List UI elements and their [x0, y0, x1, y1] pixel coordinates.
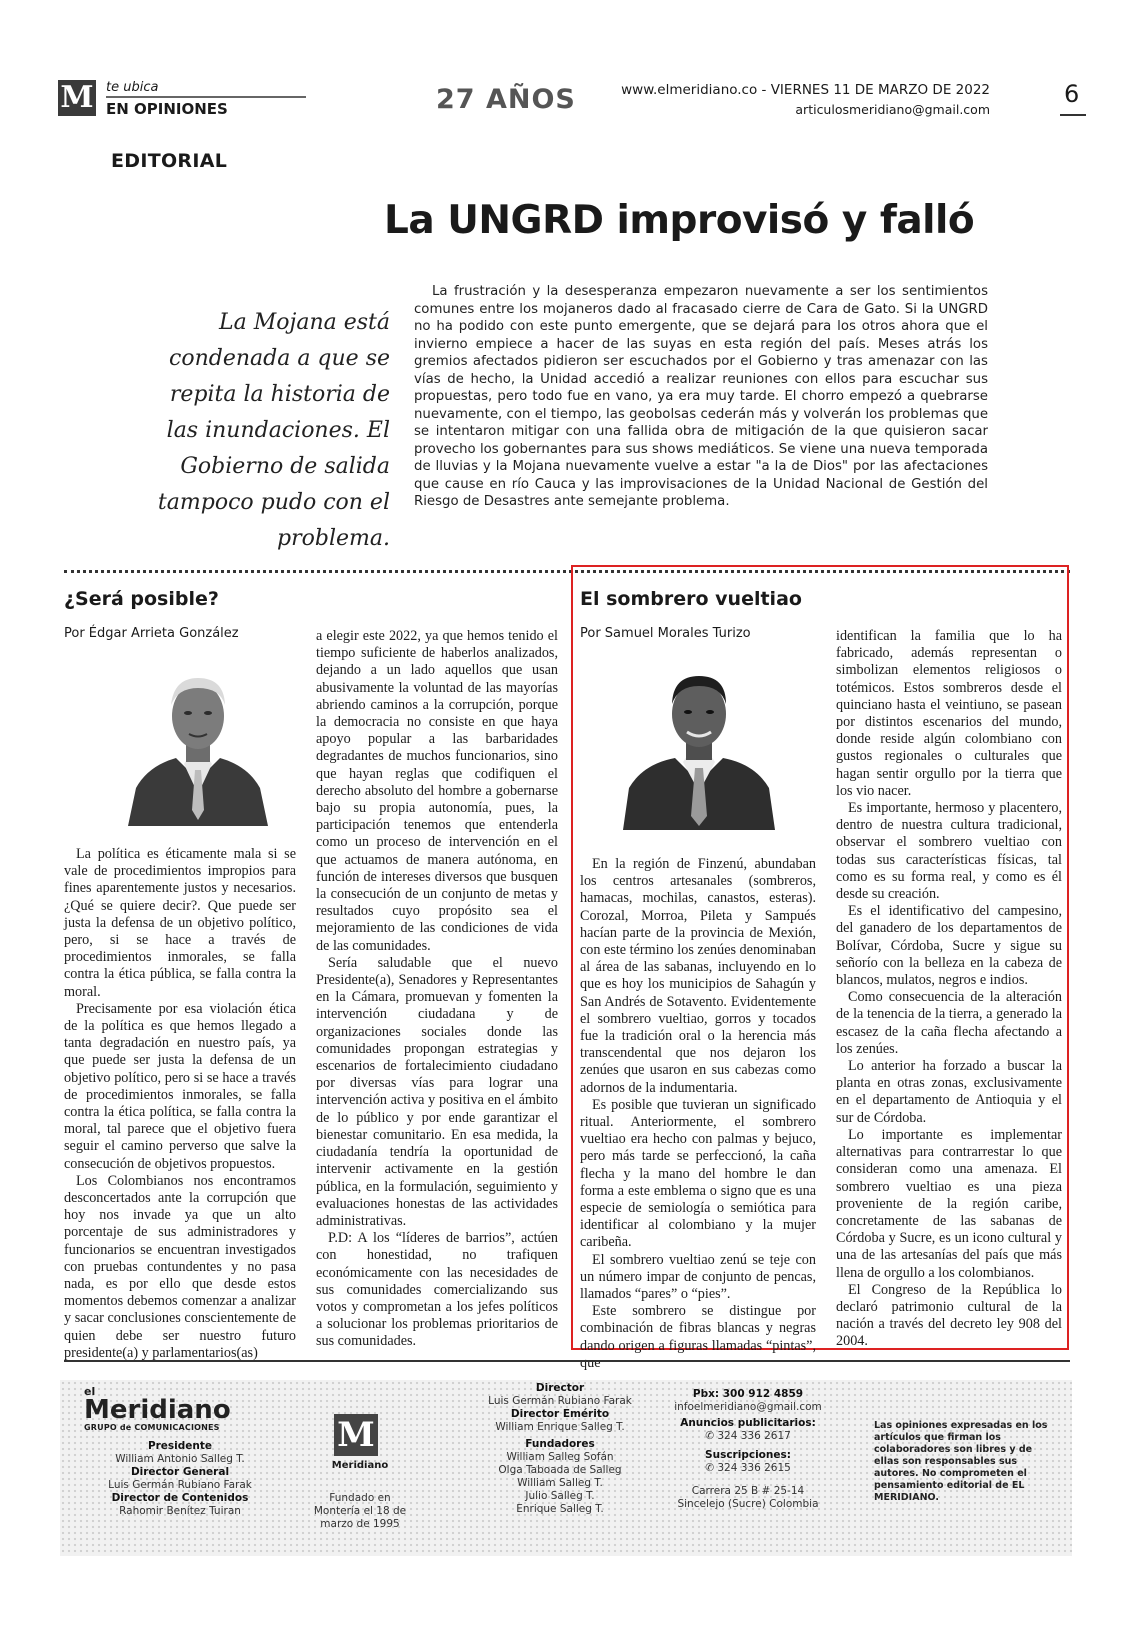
meridiano-logo: M [58, 80, 96, 116]
paragraph: identifican la familia que lo ha fabricado, además representan o simbolizan elementos religiosos o totémicos. Estos sombreros desde el quinciano hasta el veintiuno, se pasean por distintos escenarios del mundo, donde reside algún colombiano con gustos regionales o culturales que hagan sentir orgullo por la tierra que los vio nacer. [836, 628, 1062, 799]
paragraph: Es importante, hermoso y placentero, dentro de nuestra cultura tradicional, observar el sombrero vueltiao con todas sus características físicas, tal como es su forma real, y como es él desde su creación. [836, 800, 1062, 903]
article-left-title: ¿Será posible? [64, 588, 219, 610]
name: Enrique Salleg T. [516, 1503, 604, 1515]
label: Fundadores [525, 1438, 595, 1450]
label: Director Emérito [510, 1408, 610, 1420]
anuncios-phone: 324 336 2617 [717, 1430, 791, 1442]
article-left-col2 [316, 628, 558, 1351]
page-number: 6 [1064, 80, 1080, 108]
footer-divider [64, 1360, 1070, 1362]
name: Luis Germán Rubiano Farak [488, 1395, 632, 1407]
paragraph: Es posible que tuvieran un significado ritual. Anteriormente, el sombrero vueltiao era hecho con palmas y bejuco, pero más tarde se perfeccionó, la caña flecha y la mano del hombre le dan forma a este emblema o signo que es una especie de semiología o semiótica para identificar al colombiano y la mujer caribeña. [580, 1096, 816, 1251]
center-logo-name: Meridiano [331, 1460, 389, 1471]
footer-brand [84, 1386, 231, 1432]
label: Anuncios publicitarios: [680, 1417, 816, 1429]
editorial-body [414, 283, 988, 511]
te-ubica-label: te ubica [106, 80, 159, 95]
name: Rahomir Benítez Tuiran [119, 1505, 241, 1517]
brand-sub: GRUPO de COMUNICACIONES [84, 1423, 220, 1432]
author-photo-samuel [623, 664, 775, 830]
label: Director [535, 1382, 585, 1394]
section-en-opiniones: EN OPINIONES [106, 100, 228, 118]
brand-name: Meridiano [84, 1395, 231, 1425]
article-right-col2 [836, 628, 1062, 1351]
articles-email: articulosmeridiano@gmail.com [795, 102, 990, 117]
paragraph: La política es éticamente mala si se vale de procedimientos impropios para fines aparentemente justos y necesarios. ¿Qué se quiere decir?. Que puede ser justa la defensa de un objetivo político, pero, si se hace a través de procedimientos inmorales, se falla contra la ética pública, se falla contra la moral. [64, 846, 296, 1000]
paragraph: Precisamente por esa violación ética de la política es que hemos llegado a tanta degradación en nuestro país, ya que puede ser justa la defensa de un objetivo político, pero si se hace a través de procedimientos inmorales, se falla contra la ética política, se falla contra la moral, tal parece que el objetivo fuera seguir el camino perverso que salve la consecución de objetivos propuestos. [64, 1000, 296, 1172]
label: Presidente [147, 1440, 213, 1452]
paragraph: Como consecuencia de la alteración de la tenencia de la tierra, a generado la escasez de la caña flecha afectando a los zenúes. [836, 989, 1062, 1057]
info-email: infoelmeridiano@gmail.com [674, 1401, 822, 1413]
header-rule [106, 96, 306, 98]
anniversary-logo: 27 AÑOS [436, 84, 576, 115]
name: William Enrique Salleg T. [495, 1421, 625, 1433]
article-right-title: El sombrero vueltiao [580, 588, 802, 610]
editorial-paragraph: La frustración y la desesperanza empezaron nuevamente a ser los sentimientos comunes entre los mojaneros dado al fracasado cierre de Cara de Gato. Si la UNGRD no ha podido con este punto emergente, que se dejará para los otros ahora que el invierno empiece a hacer de las suyas en esta región del país. Meses atrás los gremios afectados pidieron ser escuchados por el Gobierno y tras amenazar con las vías de hecho, la Unidad accedió a realizar reuniones con ellos para escuchar sus propuestas, pero todo fue en vano, ya era muy tarde. El chorro empezó a quebrarse nuevamente, con el tiempo, las geobolsas cederán más y volverán los problemas que se intentaron mitigar con una fallida obra de mitigación de la que quisieron sacar provecho los gobernantes para sus shows mediáticos. Se viene una nueva temporada de lluvias y la Mojana nuevamente vuelve a estar "a la de Dios" por las afectaciones que cause en río Cauca y las improvisaciones de la Unidad Nacional de Gestión del Riesgo de Desastres ante semejante problema. [414, 284, 988, 509]
whatsapp-icon: ✆ [705, 1430, 718, 1442]
paragraph: Sería saludable que el nuevo Presidente(a), Senadores y Representantes en la Cámara, promuevan y fomenten la intervención ciudadana y de organizaciones sociales donde las comunidades propongan estrategias y escenarios de fortalecimiento ciudadano por diversas vías para lograr una intervención activa y positiva en el ámbito de lo público y por ende garantizar el bienestar comunitario. En esa medida, la ciudadanía tendría la oportunidad de intervenir activamente en la gestión pública, en la formulación, seguimiento y evaluaciones honestas de las actividades administrativas. [316, 954, 558, 1229]
article-left-col1 [64, 846, 296, 1362]
suscripciones-phone: 324 336 2615 [717, 1462, 791, 1474]
footer-left-staff [80, 1440, 280, 1518]
paragraph: El Congreso de la República lo declaró patrimonio cultural de la nación a través del decreto ley 908 del 2004. [836, 1281, 1062, 1350]
label: Director General [130, 1466, 230, 1478]
page-number-rule [1060, 114, 1086, 116]
paragraph: P.D: A los “líderes de barrios”, actúen con honestidad, no trafiquen económicamente con las necesidades de sus comunidades comercializando sus votos y comprometan a los jefes políticos a solucionar los problemas prioritarios de sus comunidades. [316, 1230, 558, 1350]
article-left-byline: Por Édgar Arrieta González [64, 626, 239, 641]
whatsapp-icon: ✆ [705, 1462, 718, 1474]
paragraph: Los Colombianos nos encontramos desconcertados ante la corrupción que hoy nos invade ya que un alto porcentaje de sus administradores y funcionarios se encuentran investigados con pruebas contundentes y no pasa nada, es por ello que desde estos momentos debemos comenzar a analizar y sacar conclusiones conscientemente de quien debe ser nuestro futuro presidente(a) y parlamentarios(as) [64, 1172, 296, 1361]
article-right-byline: Por Samuel Morales Turizo [580, 626, 751, 641]
center-logo-icon: M [334, 1414, 378, 1456]
disclaimer: Las opiniones expresadas en los artículos que firman los colaboradores son libres y de ellas son responsables sus autores. No comprometen el pensamiento editorial de EL MERIDIANO. [874, 1420, 1048, 1503]
footer-center-staff [480, 1382, 640, 1516]
author-photo-edgar [128, 660, 268, 826]
label: Suscripciones: [705, 1449, 791, 1461]
paragraph: Lo anterior ha forzado a buscar la planta en otras zonas, exclusivamente en el departamento de Antioquia y el sur de Córdoba. [836, 1058, 1062, 1126]
address: Carrera 25 B # 25-14 [691, 1485, 805, 1497]
site-and-date: www.elmeridiano.co - VIERNES 11 DE MARZO DE 2022 [621, 82, 990, 98]
paragraph: Este sombrero se distingue por combinación de fibras blancas y negras dando origen a figuras llamadas “pintas”, que [580, 1303, 816, 1371]
name: William Salleg Sofán [506, 1451, 614, 1463]
fundado-text: Fundado en Montería el 18 de marzo de 1995 [313, 1492, 407, 1530]
paragraph: a elegir este 2022, ya que hemos tenido el tiempo suficiente de haberlos analizados, dejando a un lado aquellos que usan abusivamente la voluntad de las mayorías abriendo caminos a la corrupción, porque la democracia no consiste en que haya apoyo popular a las barbaridades degradantes de muchos funcionarios, sino que hayan reglas que codifiquen el derecho absoluto del hombre a gobernarse bajo su propia autonomía, pues, la participación tenemos que entenderla como un proceso de intervención en el que actuamos de manera autónoma, en función de intereses diversos que busquen la consecución de un conjunto de metas y resultados cuyo propósito sea el mejoramiento de las condiciones de vida de las comunidades. [316, 628, 558, 954]
address: Sincelejo (Sucre) Colombia [677, 1498, 819, 1510]
name: William Salleg T. [517, 1477, 603, 1489]
editorial-title: La UNGRD improvisó y falló [384, 198, 975, 243]
pbx: Pbx: 300 912 4859 [692, 1388, 804, 1400]
name: Julio Salleg T. [525, 1490, 595, 1502]
paragraph: En la región de Finzenú, abundaban los centros artesanales (sombreros, hamacas, mochilas, canastos, esteras). Corozal, Morroa, Pileta y Sampués hacían parte de la provincia de Mexión, con este término los zenúes denominaban al área de las sabanas, incluyendo en lo que es hoy los municipios de Sahagún y San Andrés de Sotavento. Evidentemente el sombrero vueltiao, gorros y tocados fue la tradición oral o la herencia más transcendental que nos dejaron los zenúes que usaron en sus cabezas como adornos de la indumentaria. [580, 856, 816, 1096]
brand-el: el [84, 1385, 96, 1398]
paragraph: El sombrero vueltiao zenú se teje con un número impar de conjunto de pencas, llamados “pares” o “pies”. [580, 1251, 816, 1303]
name: Luis Germán Rubiano Farak [108, 1479, 252, 1491]
name: Olga Taboada de Salleg [498, 1464, 622, 1476]
label: Director de Contenidos [111, 1492, 249, 1504]
name: William Antonio Salleg T. [115, 1453, 245, 1465]
footer-contact [668, 1388, 828, 1511]
paragraph: Lo importante es implementar alternativas para contrarrestar lo que consideran como una amenaza. El sombrero vueltiao es una pieza proveniente de la región caribe, concretamente de las sabanas de Córdoba y Sucre, es un icono cultural y una de las artesanías del país que más llena de orgullo a los colombianos. [836, 1126, 1062, 1281]
section-editorial: EDITORIAL [111, 150, 228, 172]
pull-quote: La Mojana está condenada a que se repita la historia de las inundaciones. El Gobierno de salida tampoco pudo con el problema. [157, 310, 390, 551]
paragraph: Es el identificativo del campesino, del ganadero de los departamentos de Bolívar, Córdoba, Sucre y sigue su señorío con la belleza en la cabeza de blancos, mulatos, negros e indios. [836, 903, 1062, 989]
article-right-col1 [580, 856, 816, 1372]
